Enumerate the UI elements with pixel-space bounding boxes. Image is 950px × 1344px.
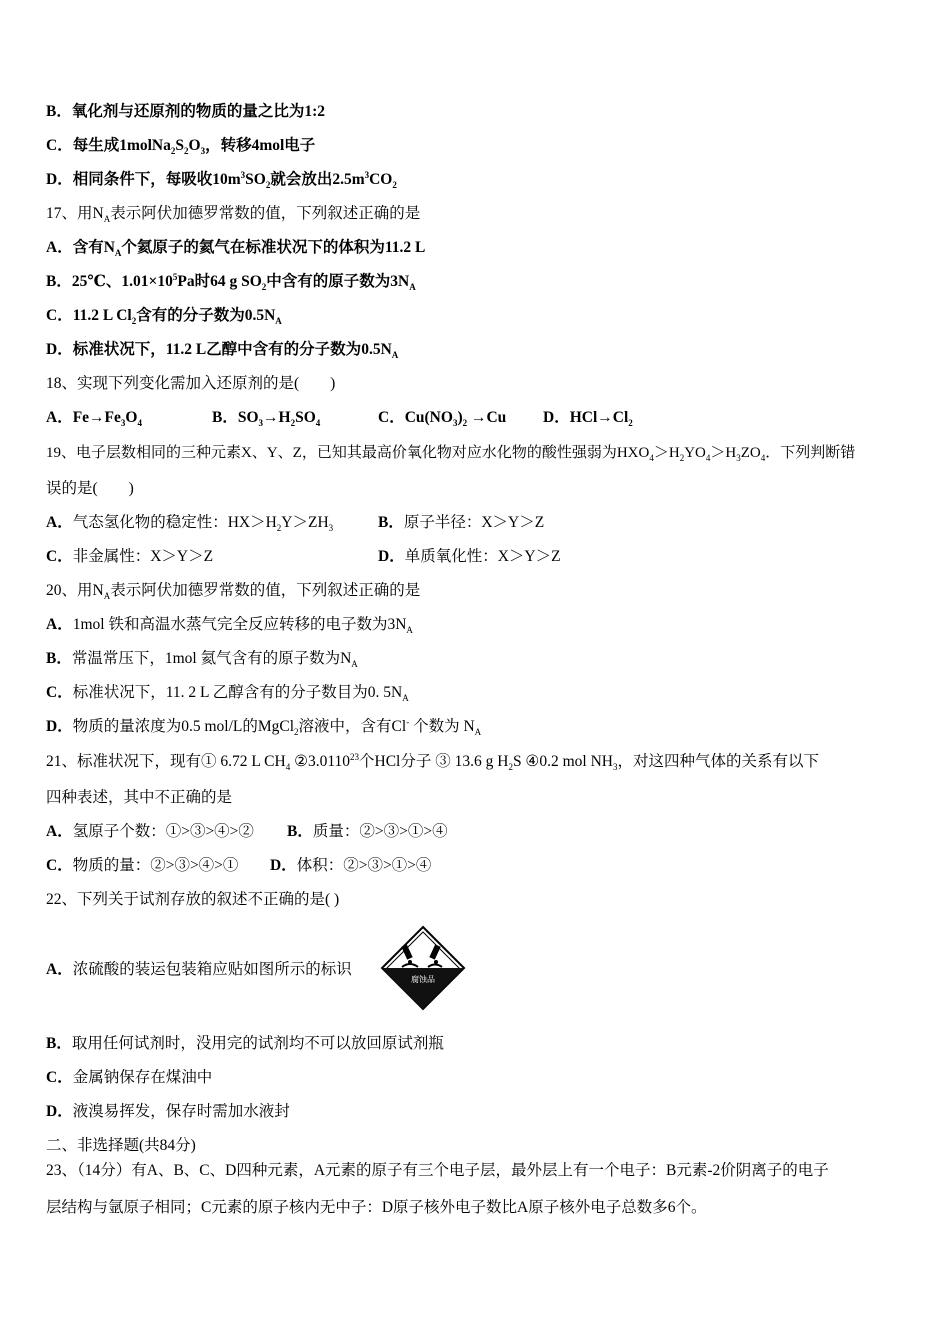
q21-option-b: B．质量：②>③>①>④	[287, 823, 448, 840]
q20-stem: 20、用$N_A$表示阿伏加德罗常数的值，下列叙述正确的是	[46, 582, 421, 602]
q16-option-c: C．每生成$1molNa_2S_2O_3$，转移4mol电子	[46, 137, 316, 157]
q17-option-a: A．含有$N_A$个氦原子的氦气在标准状况下的体积为11.2 L	[46, 239, 426, 259]
q18-option-b: B．$SO_3\to H_2SO_4$	[212, 409, 321, 429]
q20-option-c: C．标准状况下，11. 2 L 乙醇含有的分子数目为0. $5N_A$	[46, 684, 409, 704]
corrosive-hazard-sign-icon	[380, 925, 466, 1011]
q21-stem-line2: 四种表述，其中不正确的是	[46, 789, 233, 806]
q18-option-a: A．$Fe\to Fe_3O_4$	[46, 409, 142, 429]
q22-option-b: B．取用任何试剂时，没用完的试剂均不可以放回原试剂瓶	[46, 1035, 444, 1052]
q17-option-b: B．25℃、$1.01\times 10^5Pa$时64 g $SO_2$中含有的原子数为$3N_A$	[46, 271, 416, 293]
q22-option-c: C．金属钠保存在煤油中	[46, 1069, 213, 1086]
section-title: 二、非选择题(共84分)	[46, 1137, 196, 1154]
q20-option-d: D．物质的量浓度为0.5 mol/L的MgCl$_2$溶液中，含有Cl- 个数为 $N_A$	[46, 716, 482, 738]
q18-option-c: C．$Cu(NO_3)_2 \to Cu$	[378, 409, 507, 429]
q17-option-d: D．标准状况下，11.2 L乙醇中含有的分子数为$0.5N_A$	[46, 341, 399, 361]
q21-option-a: A．氢原子个数：①>③>④>②	[46, 823, 254, 840]
q18-stem: 18、实现下列变化需加入还原剂的是( )	[46, 375, 336, 392]
q19-stem-line2: 误的是( )	[46, 480, 134, 497]
q18-option-d: D．$HCl\to Cl_2$	[543, 409, 633, 429]
q19-stem-line1: 19、电子层数相同的三种元素X、Y、Z，已知其最高价氧化物对应水化物的酸性强弱为$HXO_4>H_2YO_4>H_3ZO_4$．下列判断错	[46, 445, 856, 463]
q21-stem-line1: 21、标准状况下，现有① 6.72 L $CH_4$ ②3.0110$^{23}$个HCl分子 ③ 13.6 g $H_2S$ ④0.2 mol $NH_3$，对这四种气体的关系有以下	[46, 751, 819, 773]
q22-stem: 22、下列关于试剂存放的叙述不正确的是( )	[46, 891, 340, 908]
q16-option-d: D．相同条件下，每吸收$10m^3SO_2$就会放出$2.5m^3CO_2$	[46, 169, 397, 191]
q21-option-c: C．物质的量：②>③>④>①	[46, 857, 239, 874]
q16-option-b: B．氧化剂与还原剂的物质的量之比为1:2	[46, 103, 326, 120]
q21-option-d: D．体积：②>③>①>④	[270, 857, 432, 874]
q23-line2: 层结构与氩原子相同；C元素的原子核内无中子：D原子核外电子数比A原子核外电子总数多6个。	[46, 1199, 707, 1216]
q22-option-d: D．液溴易挥发，保存时需加水液封	[46, 1103, 290, 1120]
q19-option-d: D．单质氧化性：X＞Y＞Z	[378, 548, 561, 565]
q19-option-c: C．非金属性：X＞Y＞Z	[46, 548, 214, 565]
q20-option-a: A．1mol 铁和高温水蒸气完全反应转移的电子数为$3N_A$	[46, 616, 413, 636]
q22-option-a: A．浓硫酸的装运包装箱应贴如图所示的标识	[46, 961, 352, 978]
sign-label: 腐蚀品	[411, 975, 435, 984]
q19-option-a: A．气态氢化物的稳定性：$HX>H_2Y>ZH_3$	[46, 514, 334, 534]
q19-option-b: B．原子半径：X＞Y＞Z	[378, 514, 545, 531]
q23-line1: 23、（14分）有A、B、C、D四种元素，A元素的原子有三个电子层，最外层上有一个电子：B元素-2价阴离子的电子	[46, 1162, 829, 1179]
q17-option-c: C．11.2 L $Cl_2$含有的分子数为$0.5N_A$	[46, 307, 282, 327]
q17-stem: 17、用$N_A$表示阿伏加德罗常数的值，下列叙述正确的是	[46, 205, 421, 225]
q20-option-b: B．常温常压下，1mol 氦气含有的原子数为$N_A$	[46, 650, 358, 670]
